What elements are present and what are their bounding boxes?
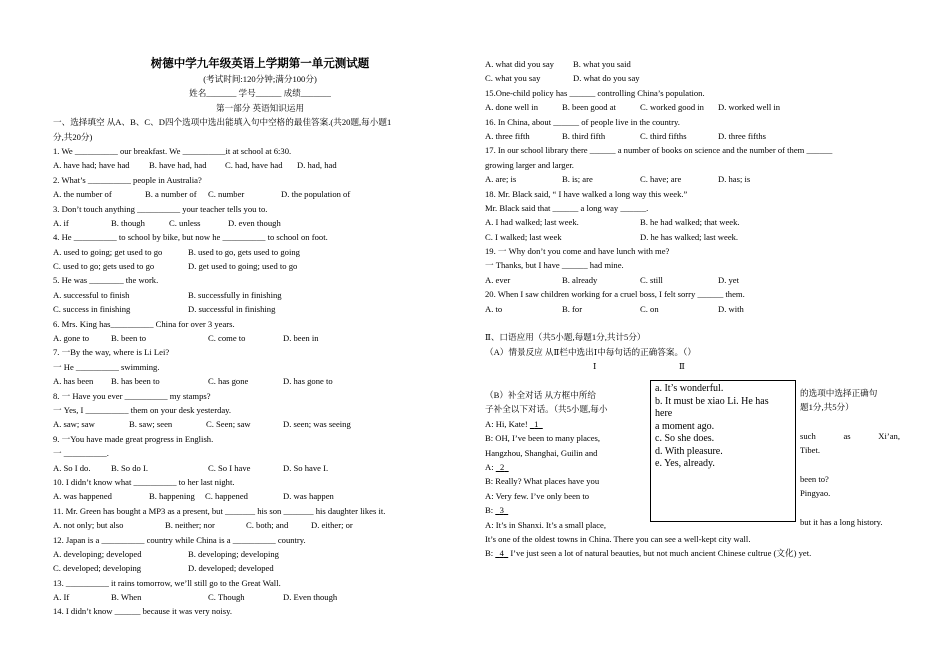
answer-option[interactable]: B. successfully in finishing xyxy=(188,289,282,300)
answer-option[interactable]: D. had, had xyxy=(297,160,337,171)
dialogue-line-1: A: Hi, Kate! 1 xyxy=(485,418,539,429)
question-stem: 15.One-child policy has ______ controlling China’s population. xyxy=(485,87,705,98)
col-ii-label: Ⅱ xyxy=(679,361,685,372)
question-stem: 13. __________ it rains tomorrow, we’ll still go to the Great Wall. xyxy=(53,577,281,588)
options-box xyxy=(650,380,796,522)
question-stem-cont: 一 __________. xyxy=(53,448,109,459)
answer-option[interactable]: D. been in xyxy=(283,333,319,344)
options-row xyxy=(53,259,467,273)
answer-option[interactable]: D. successful in finishing xyxy=(188,304,276,315)
answer-option[interactable]: A. what did you say xyxy=(485,59,554,69)
answer-option[interactable]: B. already xyxy=(562,274,598,285)
dialogue-right-5: been to? Pingyao. xyxy=(800,474,831,499)
box-option: e. Yes, already. xyxy=(655,458,715,469)
answer-option[interactable]: A. the number of xyxy=(53,189,112,200)
answer-option[interactable]: D. get used to going; used to go xyxy=(188,261,298,272)
dialogue-line-9: It’s one of the oldest towns in China. There you can see a well-kept city wall. xyxy=(485,533,751,544)
question-stem-cont: 一 Yes, I __________ them on your desk yesterday. xyxy=(53,404,232,415)
options-row xyxy=(53,158,467,172)
answer-option[interactable]: A. So I do. xyxy=(53,462,91,473)
box-option: d. With pleasure. xyxy=(655,445,723,457)
answer-option[interactable]: C. Seen; saw xyxy=(206,419,251,430)
options-row xyxy=(53,216,467,230)
answer-option[interactable]: C. come to xyxy=(208,333,246,344)
answer-option[interactable]: C. third fifths xyxy=(640,130,687,141)
options-row xyxy=(53,561,467,575)
answer-option[interactable]: D. the population of xyxy=(281,189,351,200)
question-stem: 19. 一 Why don’t you come and have lunch with me? xyxy=(485,246,670,257)
answer-option[interactable]: A. done well in xyxy=(485,102,538,113)
answer-option[interactable]: C. worked good in xyxy=(640,102,704,113)
question-stem: 9. 一You have made great progress in English. xyxy=(53,433,214,444)
question-stem-cont: growing larger and larger. xyxy=(485,159,574,170)
question-stem: 16. In China, about ______ of people live in the country. xyxy=(485,116,680,127)
answer-option[interactable]: A. I had walked; last week. xyxy=(485,217,579,228)
answer-option[interactable]: D. Even though xyxy=(283,592,338,603)
question-stem: 14. I didn’t know ______ because it was very noisy. xyxy=(53,606,233,617)
box-option: a moment ago. xyxy=(655,420,715,432)
question-stem: 5. He was ________ the work. xyxy=(53,275,159,286)
options-row xyxy=(485,172,899,186)
answer-option[interactable]: C. both; and xyxy=(246,520,289,531)
dialogue-line-3: Hangzhou, Shanghai, Guilin and xyxy=(485,447,598,458)
right-questions xyxy=(485,57,899,316)
answer-option[interactable]: D. has; is xyxy=(718,174,751,185)
answer-option[interactable]: D. worked well in xyxy=(718,102,781,113)
question-stem: 18. Mr. Black said, “ I have walked a long way this week.” xyxy=(485,188,688,199)
answer-option[interactable]: D. either; or xyxy=(311,520,353,531)
section-instructions-cont: 分,共20分) xyxy=(53,131,93,142)
exam-title: 树德中学九年级英语上学期第一单元测试题 xyxy=(150,58,370,70)
options-row xyxy=(485,57,899,71)
answer-option[interactable]: C. I walked; last week xyxy=(485,231,562,242)
answer-option[interactable]: C. still xyxy=(640,274,663,285)
answer-option[interactable]: D. he has walked; last week. xyxy=(640,231,739,242)
col-i-label: Ⅰ xyxy=(593,361,597,372)
options-row xyxy=(53,187,467,201)
answer-option[interactable]: B. neither; nor xyxy=(165,520,215,531)
question-stem: 1. We __________ our breakfast. We __________it at school at 6:30. xyxy=(53,145,292,156)
answer-option[interactable]: C. unless xyxy=(169,217,201,228)
answer-option[interactable]: A. to xyxy=(485,303,503,314)
answer-option[interactable]: A. If xyxy=(53,592,70,603)
column-headers xyxy=(485,359,899,373)
answer-option[interactable]: B. is; are xyxy=(562,174,593,185)
question-stem-cont: 一 He __________ swimming. xyxy=(53,361,160,372)
answer-option[interactable]: D. seen; was seeing xyxy=(283,419,351,430)
dialogue-right-8: but it has a long history. xyxy=(800,517,883,527)
answer-option[interactable]: D. with xyxy=(718,303,744,314)
options-row xyxy=(53,331,467,345)
answer-option[interactable]: B. been to xyxy=(111,333,147,344)
partB-right-1: 的选项中选择正确句 题1分,共5分） xyxy=(800,388,878,413)
dialogue-line-5: B: Really? What places have you xyxy=(485,476,600,487)
answer-option[interactable]: C. happened xyxy=(205,491,248,502)
dialogue-line-8: A: It’s in Shanxi. It’s a small place, xyxy=(485,519,607,530)
options-row xyxy=(53,590,467,604)
question-stem: 7. 一By the way, where is Li Lei? xyxy=(53,347,170,358)
left-questions xyxy=(53,144,467,619)
answer-option[interactable]: C. number xyxy=(208,189,245,200)
answer-option[interactable]: B. for xyxy=(562,303,583,314)
question-stem: 8. 一 Have you ever __________ my stamps? xyxy=(53,390,211,401)
answer-option[interactable]: A. gone to xyxy=(53,333,90,344)
answer-option[interactable]: A. three fifth xyxy=(485,130,530,141)
answer-option[interactable]: A. saw; saw xyxy=(53,419,95,430)
question-stem-cont: Mr. Black said that ______ a long way ______. xyxy=(485,202,649,213)
question-stem-cont: 一 Thanks, but I have ______ had mine. xyxy=(485,260,624,271)
answer-option[interactable]: A. successful to finish xyxy=(53,289,130,300)
question-stem: 2. What’s __________ people in Australia? xyxy=(53,174,202,185)
options-row xyxy=(485,129,899,143)
answer-option[interactable]: A. are; is xyxy=(485,174,517,185)
question-stem: 20. When I saw children working for a cruel boss, I felt sorry ______ them. xyxy=(485,289,745,300)
answer-option[interactable]: A. used to going; get used to go xyxy=(53,246,163,257)
answer-option[interactable]: D. what do you say xyxy=(573,73,640,84)
answer-option[interactable]: D. even though xyxy=(228,217,281,228)
exam-info: (考试时间:120分钟;满分100分) xyxy=(203,74,317,84)
answer-option[interactable]: B. When xyxy=(111,592,142,603)
question-stem: 17. In our school library there ______ a number of books on science and the number of them ______ xyxy=(485,145,833,156)
answer-option[interactable]: C. on xyxy=(640,303,659,314)
question-stem: 3. Don’t touch anything __________ your teacher tells you to. xyxy=(53,203,268,214)
answer-option[interactable]: C. So I have xyxy=(208,462,251,473)
answer-option[interactable]: C. have; are xyxy=(640,174,682,185)
answer-option[interactable]: D. was happen xyxy=(283,491,334,502)
options-row xyxy=(485,273,899,287)
question-stem: 11. Mr. Green has bought a MP3 as a present, but _______ his son _______ his daughter likes it. xyxy=(53,505,386,516)
box-option: here xyxy=(655,408,673,419)
options-row xyxy=(53,547,467,561)
answer-option[interactable]: D. developed; developed xyxy=(188,563,274,574)
box-option: a. It’s wonderful. xyxy=(655,383,724,394)
partB-instruction: （B）补全对话 从方框中所给 xyxy=(485,389,597,400)
answer-option[interactable]: A. have had; have had xyxy=(53,160,130,171)
answer-option[interactable]: B. been good at xyxy=(562,102,616,113)
answer-option[interactable]: A. has been xyxy=(53,376,94,387)
question-stem: 10. I didn’t know what __________ to her last night. xyxy=(53,476,235,487)
answer-option[interactable]: D. yet xyxy=(718,274,740,285)
question-stem: 12. Japan is a __________ country while China is a __________ country. xyxy=(53,534,306,545)
options-row xyxy=(53,288,467,302)
answer-option[interactable]: B. what you said xyxy=(573,59,631,69)
box-option: b. It must be xiao Li. He has xyxy=(655,395,769,407)
partA-instruction: （A）情景反应 从Ⅱ栏中选出Ⅰ中每句话的正确答案。（） xyxy=(485,346,696,357)
part-heading: 第一部分 英语知识运用 xyxy=(215,102,305,113)
answer-option[interactable]: C. Though xyxy=(208,592,245,603)
question-stem: 4. He __________ to school by bike, but now he __________ to school on foot. xyxy=(53,232,328,243)
dialogue-line-2: B: OH, I’ve been to many places, xyxy=(485,433,601,444)
answer-option[interactable]: C. used to go; gets used to go xyxy=(53,261,155,272)
answer-option[interactable]: A. if xyxy=(53,217,69,228)
answer-option[interactable]: C. has gone xyxy=(208,376,249,387)
answer-option[interactable]: B. developing; developing xyxy=(188,548,279,559)
options-row xyxy=(53,245,467,259)
partB-instruction-cont: 子补全以下对话。（共5小题,每小 xyxy=(485,404,608,415)
student-fields: 姓名_______ 学号______ 成绩_______ xyxy=(189,88,331,99)
answer-option[interactable]: A. not only; but also xyxy=(53,520,124,531)
answer-option[interactable]: B. though xyxy=(111,217,145,228)
answer-option[interactable]: C. developed; developing xyxy=(53,563,142,574)
left-column xyxy=(53,57,467,619)
answer-option[interactable]: B. happening xyxy=(149,491,195,502)
box-option: c. So she does. xyxy=(655,433,715,444)
dialogue-line-4: A: 2 xyxy=(485,461,505,472)
answer-option[interactable]: D. So have I. xyxy=(283,462,329,473)
dialogue-line-7: B: 3 xyxy=(485,505,504,516)
answer-option[interactable]: C. had, have had xyxy=(225,160,283,171)
options-row xyxy=(485,71,899,85)
answer-option[interactable]: D. has gone to xyxy=(283,376,333,387)
answer-option[interactable]: B. has been to xyxy=(111,376,160,387)
answer-option[interactable]: A. ever xyxy=(485,274,511,285)
section2-heading: Ⅱ、口语应用（共5小题,每题1分,共计5分） xyxy=(485,332,646,343)
answer-option[interactable]: B. he had walked; that week. xyxy=(640,217,740,228)
dialogue-right-2: such as Xi’an, Tibet. xyxy=(800,431,900,456)
answer-option[interactable]: A. developing; developed xyxy=(53,548,142,559)
options-row xyxy=(485,302,899,316)
options-row xyxy=(53,374,467,388)
options-row xyxy=(485,215,899,229)
section-instructions: 一、选择填空 从A、B、C、D四个选项中选出能填入句中空格的最佳答案.(共20题,每小题1 xyxy=(53,117,392,128)
options-row xyxy=(53,302,467,316)
options-row xyxy=(53,489,467,503)
answer-option[interactable]: A. was happened xyxy=(53,491,112,502)
dialogue-line-10: B: 4 I’ve just seen a lot of natural beauties, but not much ancient Chinese cultrue (文化) yet. xyxy=(485,548,812,559)
options-row xyxy=(53,417,467,431)
answer-option[interactable]: C. what you say xyxy=(485,73,541,84)
answer-option[interactable]: B. saw; seen xyxy=(129,419,173,430)
options-row xyxy=(485,230,899,244)
options-row xyxy=(53,518,467,532)
answer-option[interactable]: C. success in finishing xyxy=(53,304,131,315)
answer-option[interactable]: D. three fifths xyxy=(718,130,766,141)
answer-option[interactable]: B. So do I. xyxy=(111,462,149,473)
answer-option[interactable]: B. have had, had xyxy=(149,160,207,171)
answer-option[interactable]: B. used to go, gets used to going xyxy=(188,246,300,257)
options-row xyxy=(53,461,467,475)
question-stem: 6. Mrs. King has__________ China for over 3 years. xyxy=(53,318,235,329)
options-row xyxy=(485,100,899,114)
dialogue-line-6: A: Very few. I’ve only been to xyxy=(485,490,590,501)
answer-option[interactable]: B. third fifth xyxy=(562,130,606,141)
answer-option[interactable]: B. a number of xyxy=(145,189,197,200)
